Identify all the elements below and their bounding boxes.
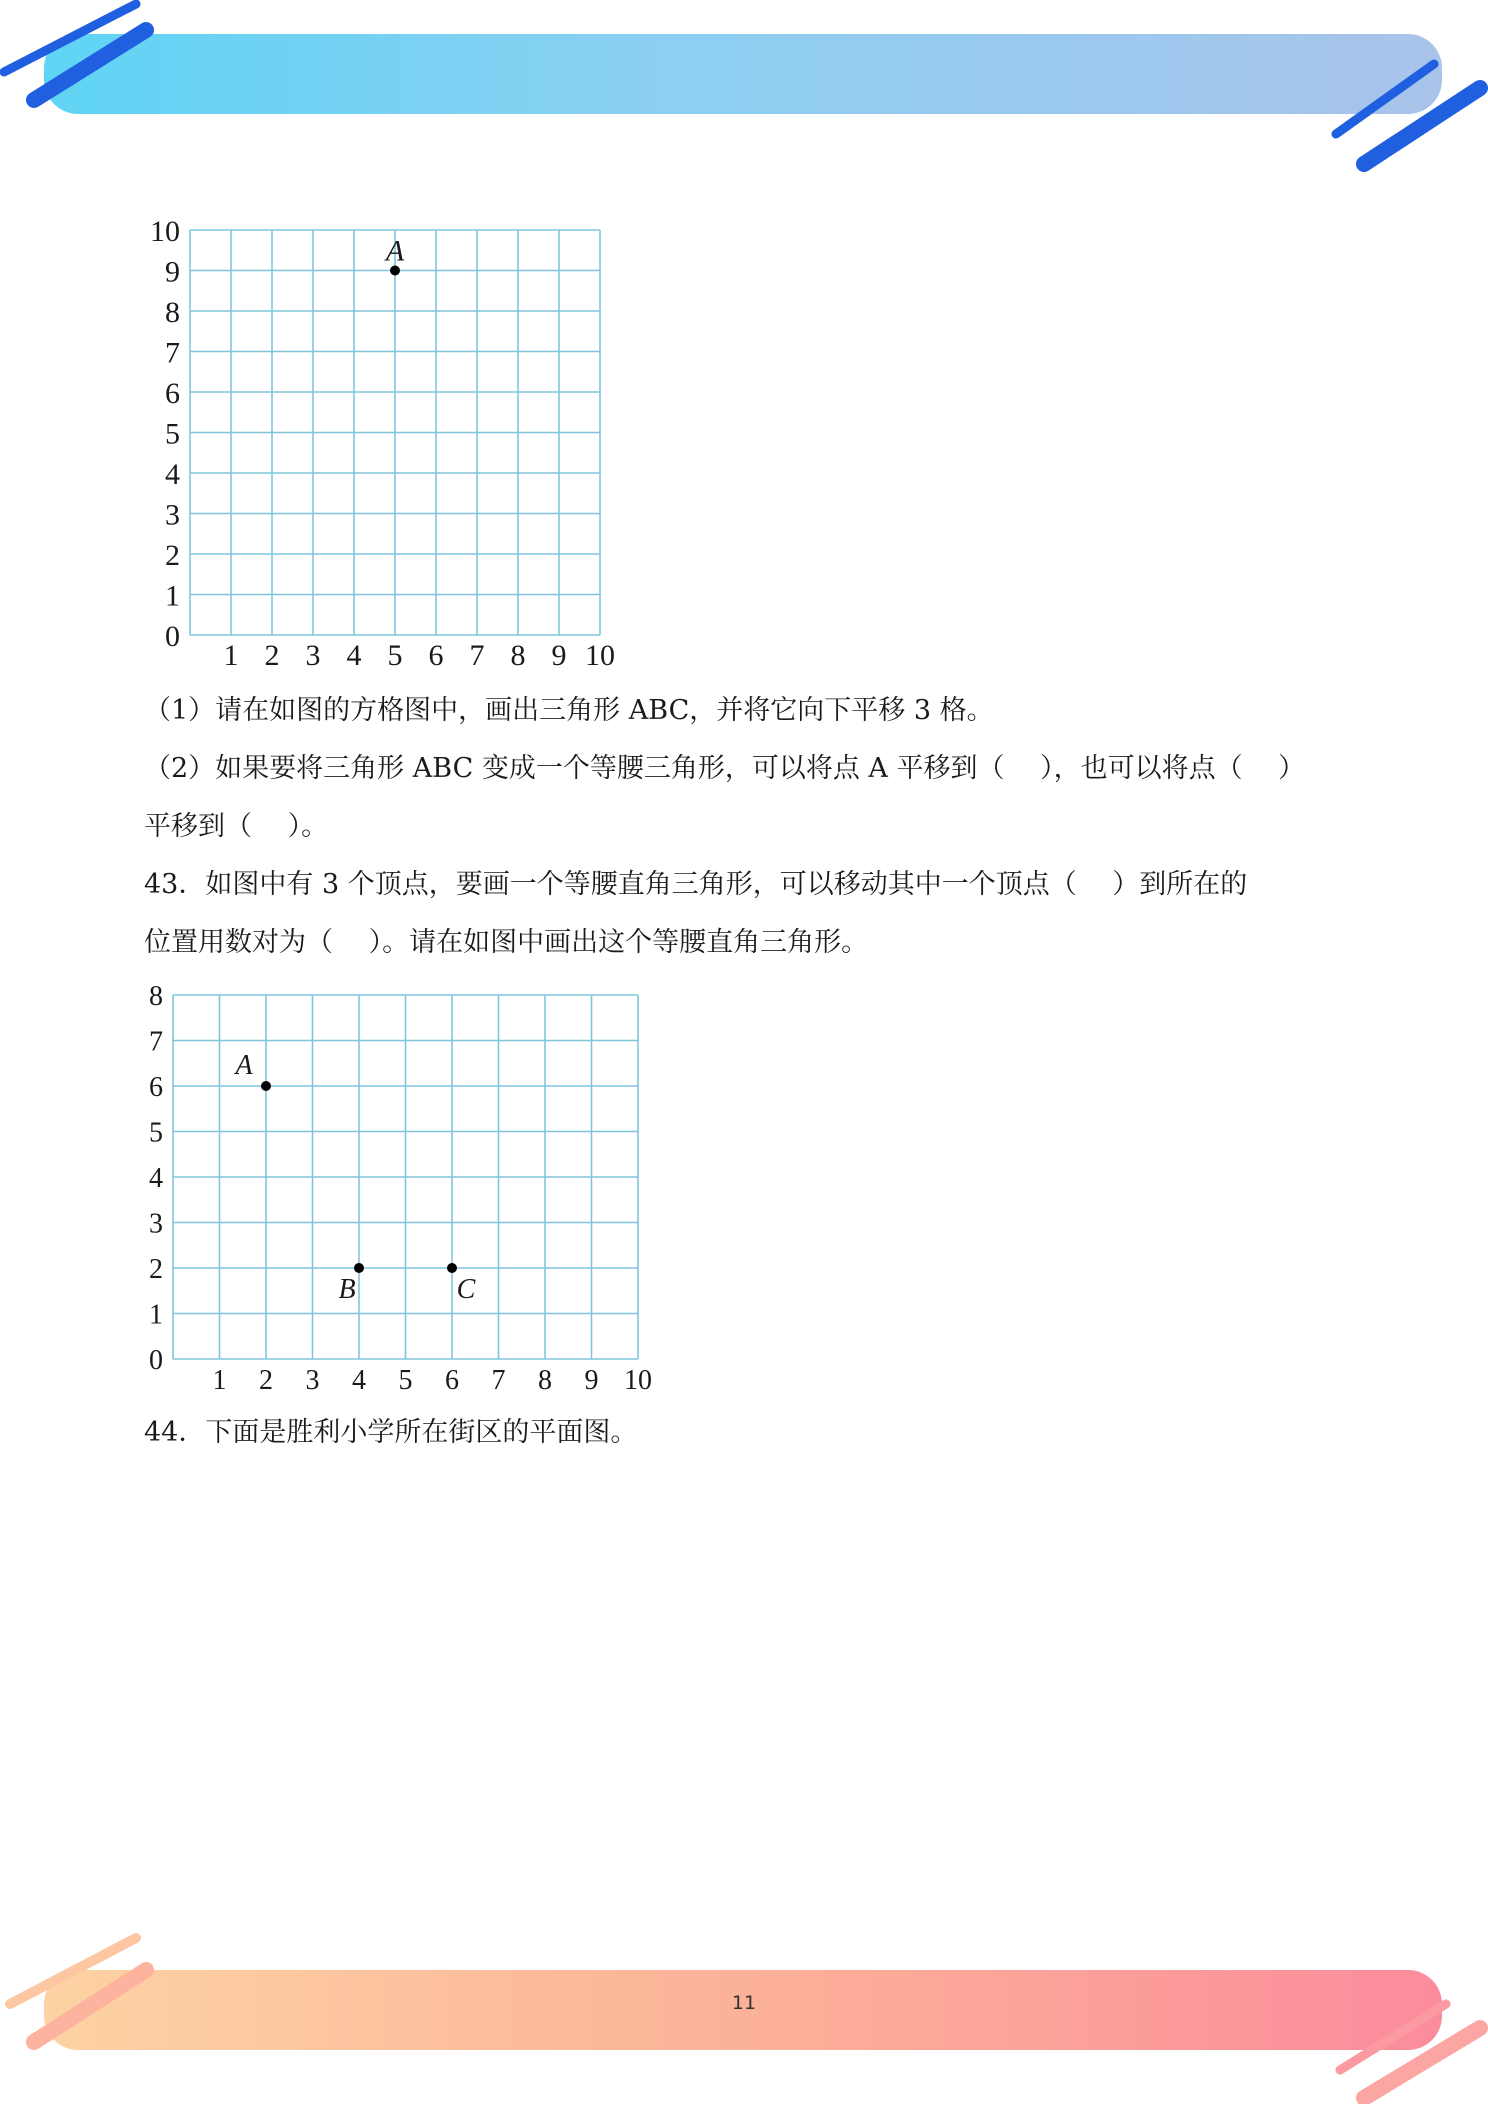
point-a [261, 1081, 271, 1091]
x-tick-label: 7 [469, 639, 485, 672]
y-tick-label: 2 [149, 1254, 163, 1286]
y-tick-label: 4 [149, 1163, 163, 1195]
point-label-b: B [338, 1274, 356, 1305]
point-b [354, 1263, 364, 1273]
x-tick-label: 2 [259, 1365, 273, 1396]
q43-line1: 43．如图中有 3 个顶点，要画一个等腰直角三角形，可以移动其中一个顶点（ ）到所在的 [144, 869, 1248, 900]
x-tick-label: 6 [428, 639, 444, 672]
x-tick-label: 6 [445, 1365, 459, 1396]
coordinate-grid-1 [130, 210, 650, 690]
y-tick-label: 10 [150, 214, 180, 248]
y-tick-label: 6 [165, 376, 180, 410]
y-tick-label: 7 [149, 1026, 163, 1058]
y-tick-label: 6 [149, 1072, 163, 1104]
x-tick-label: 1 [223, 639, 239, 672]
x-tick-label: 4 [352, 1365, 366, 1396]
x-tick-label: 10 [585, 639, 615, 672]
x-tick-label: 10 [624, 1365, 652, 1396]
x-tick-label: 8 [538, 1365, 552, 1396]
y-tick-label: 9 [165, 255, 180, 289]
y-tick-label: 2 [165, 538, 180, 572]
point-label-a: A [235, 1050, 253, 1081]
point-label-c: C [456, 1274, 476, 1305]
q43-line2: 位置用数对为（ ）。请在如图中画出这个等腰直角三角形。 [144, 927, 869, 958]
q44-line1: 44．下面是胜利小学所在街区的平面图。 [144, 1417, 638, 1448]
x-tick-label: 8 [510, 639, 526, 672]
x-tick-label: 3 [305, 639, 321, 672]
y-tick-label: 1 [149, 1299, 163, 1331]
x-tick-label: 7 [491, 1365, 506, 1396]
x-tick-label: 3 [305, 1365, 320, 1396]
x-tick-label: 1 [212, 1365, 227, 1396]
q42-part1: （1）请在如图的方格图中，画出三角形 ABC，并将它向下平移 3 格。 [144, 695, 994, 726]
x-tick-label: 9 [551, 639, 567, 672]
y-tick-label: 5 [149, 1117, 163, 1149]
y-tick-label: 1 [165, 579, 180, 613]
x-tick-label: 4 [346, 639, 362, 672]
y-tick-label: 4 [165, 457, 180, 491]
page-number: 11 [731, 1992, 757, 2014]
header-banner [44, 34, 1442, 114]
y-tick-label: 8 [149, 981, 163, 1013]
header-stripes-right [1320, 50, 1488, 180]
point-c [447, 1263, 457, 1273]
x-tick-label: 2 [264, 639, 280, 672]
q42-part2-line1: （2）如果要将三角形 ABC 变成一个等腰三角形，可以将点 A 平移到（ ），也可以将点（ ） [144, 753, 1306, 784]
x-tick-label: 5 [387, 639, 403, 672]
header-stripes-left [0, 0, 160, 120]
y-tick-label: 5 [165, 417, 180, 451]
y-tick-label: 0 [149, 1345, 163, 1377]
q42-part2-line2: 平移到（ ）。 [144, 811, 329, 842]
y-tick-label: 3 [149, 1208, 163, 1240]
point-label-a: A [385, 234, 405, 268]
y-tick-label: 0 [165, 619, 180, 653]
y-tick-label: 7 [165, 336, 180, 370]
x-tick-label: 5 [398, 1365, 413, 1396]
x-tick-label: 9 [584, 1365, 599, 1396]
y-tick-label: 8 [165, 295, 180, 329]
coordinate-grid-2 [130, 975, 670, 1400]
y-tick-label: 3 [165, 498, 180, 532]
